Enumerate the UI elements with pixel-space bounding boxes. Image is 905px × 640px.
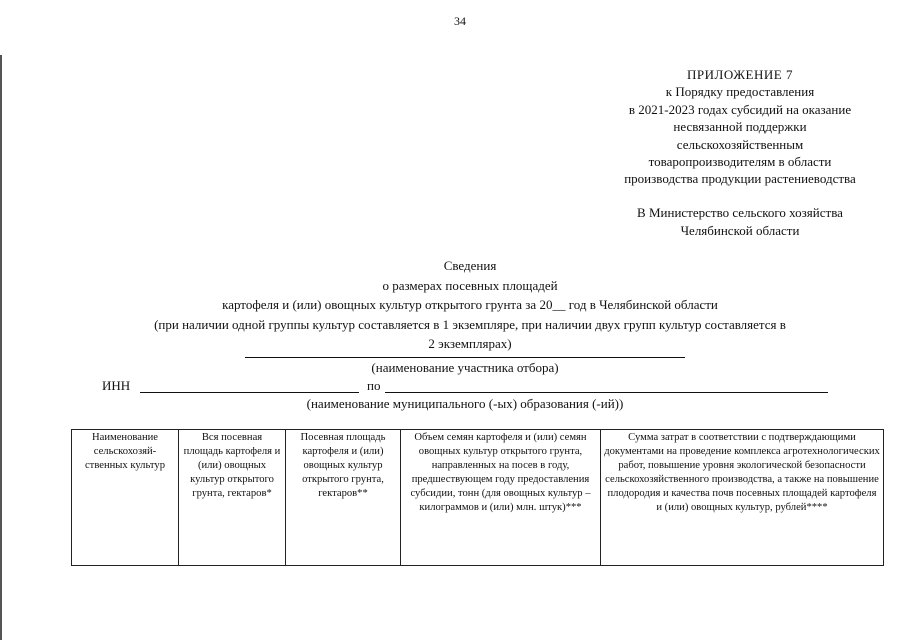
document-heading [60, 256, 880, 354]
participant-caption: (наименование участника отбора) [371, 360, 559, 375]
heading-title: Сведения [443, 258, 497, 273]
municipality-caption: (наименование муниципального (-ых) образования (-ий)) [306, 396, 624, 411]
appendix-title: ПРИЛОЖЕНИЕ 7 [687, 67, 793, 82]
heading-note: 2 экземплярах) [428, 336, 512, 351]
column-header-crop-name: Наименование сельскохозяй-ственных культур [72, 430, 179, 566]
appendix-line: сельскохозяйственным [676, 136, 804, 152]
appendix-line: производства продукции растениеводства [624, 171, 856, 187]
po-label: по [367, 378, 381, 393]
appendix-line: товаропроизводителям в области [648, 154, 832, 170]
addressee-line: В Министерство сельского хозяйства [637, 205, 843, 220]
page-number: 34 [454, 14, 466, 28]
column-header-seed-volume: Объем семян картофеля и (или) семян овощных культур открытого грунта, направленных на посев в году, предшествующем году предоставления субсидии, тонн (для овощных культур – килограммов и (или) млн. штук)*** [401, 430, 601, 566]
municipality-field-line[interactable] [385, 392, 828, 393]
addressee-line: Челябинской области [680, 222, 800, 238]
appendix-block [560, 66, 905, 188]
inn-label: ИНН [102, 378, 131, 393]
participant-name-line[interactable] [245, 357, 685, 358]
heading-line: о размерах посевных площадей [382, 277, 558, 293]
appendix-line: несвязанной поддержки [673, 119, 807, 135]
appendix-line: в 2021-2023 годах субсидий на оказание [628, 101, 852, 117]
addressee-block [560, 204, 905, 239]
heading-line: картофеля и (или) овощных культур открытого грунта за 20__ год в Челябинской области [222, 297, 718, 312]
heading-note: (при наличии одной группы культур составляется в 1 экземпляре, при наличии двух групп культур составляется в [154, 316, 786, 332]
column-header-sown-area: Посевная площадь картофеля и (или) овощных культур открытого грунта, гектаров** [286, 430, 401, 566]
left-margin-line [0, 55, 2, 640]
table-header-row [72, 430, 884, 566]
crop-area-table [71, 429, 884, 566]
appendix-line: к Порядку предоставления [665, 84, 815, 100]
inn-field-line[interactable] [140, 392, 359, 393]
column-header-costs: Сумма затрат в соответствии с подтверждающими документами на проведение комплекса агротехнологических работ, повышение уровня экологической безопасности сельскохозяйственного производства, а также на повышение плодородия и качества почв посевных площадей картофеля и (или) овощных культур, рублей**** [601, 430, 884, 566]
column-header-total-area: Вся посевная площадь картофеля и (или) овощных культур открытого грунта, гектаров* [179, 430, 286, 566]
